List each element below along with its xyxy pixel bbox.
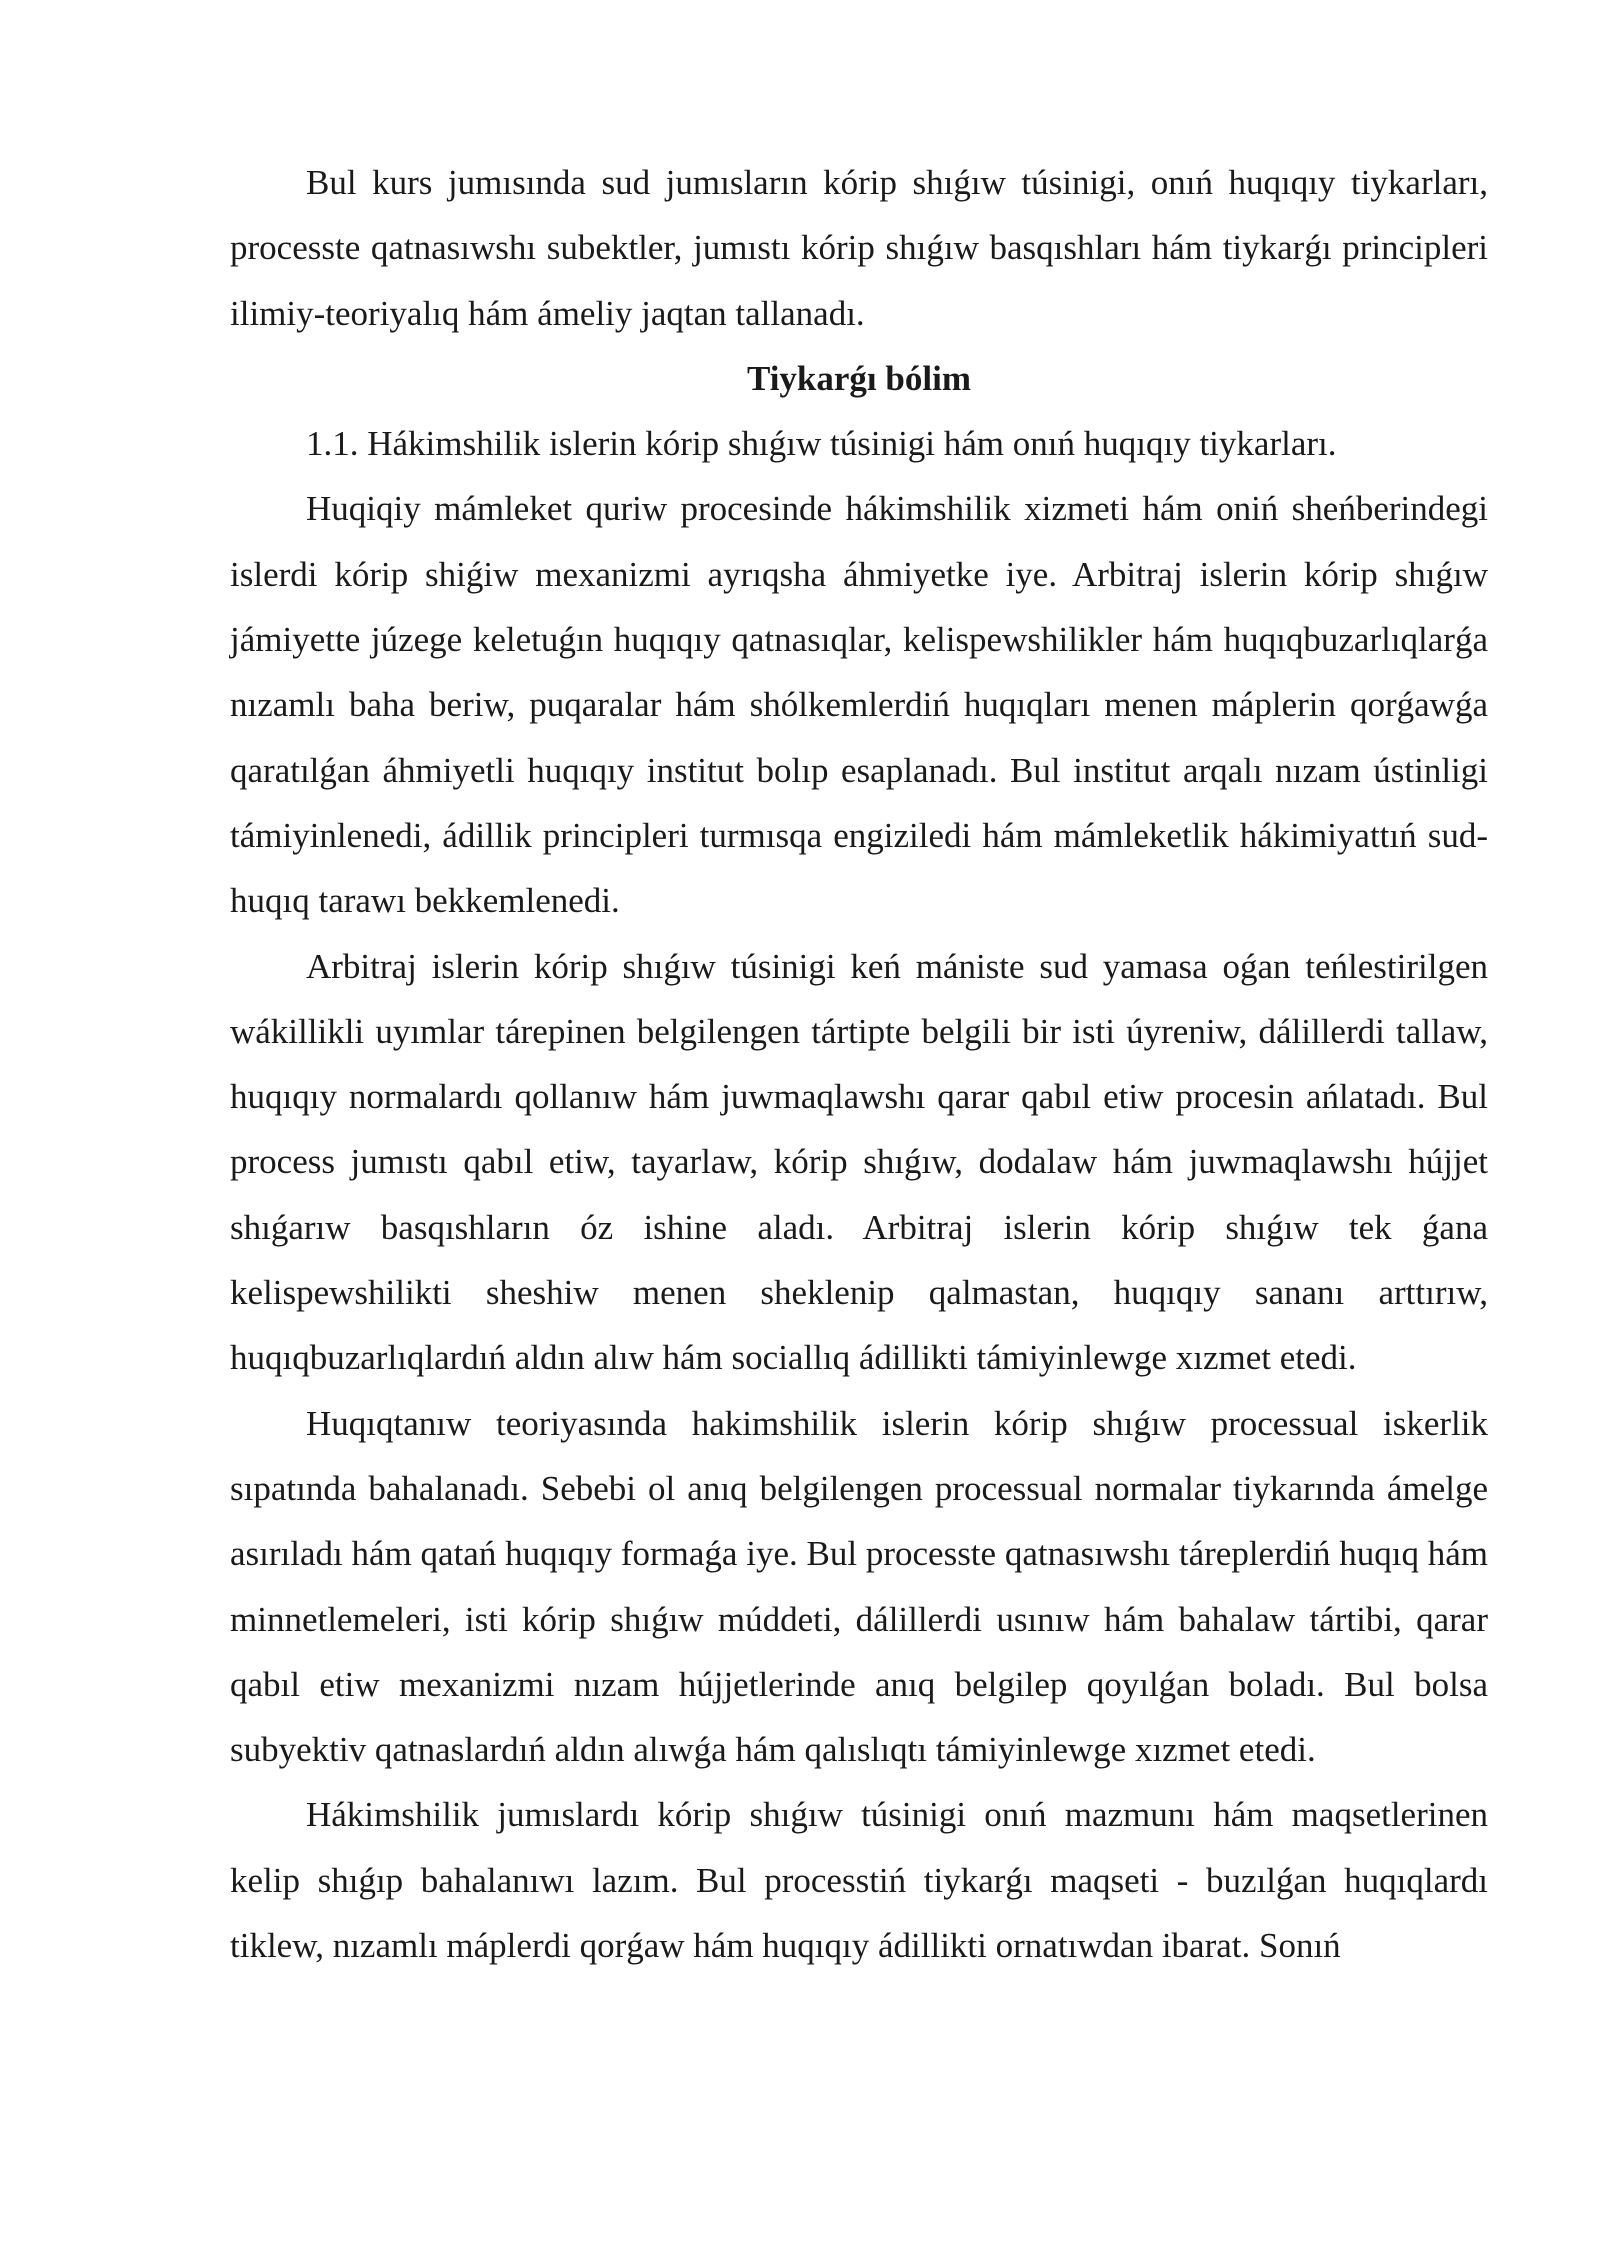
section-heading: Tiykarǵı bólim: [747, 358, 971, 398]
body-paragraph-4: Hákimshilik jumıslardı kórip shıǵıw túsinigi onıń mazmunı hám maqsetlerinen kelip shıǵıp bahalanıwı lazım. Bul processtiń tiykarǵı maqseti - buzılǵan huqıqlardı tiklew, nızamlı máplerdi qorǵaw hám huqıqıy ádillikti ornatıwdan ibarat. Sonıń: [230, 1795, 1488, 1966]
subsection-title: 1.1. Hákimshilik islerin kórip shıǵıw túsinigi hám onıń huqıqıy tiykarları.: [306, 424, 1337, 464]
body-paragraph-2: Arbitraj islerin kórip shıǵıw túsinigi keń mániste sud yamasa oǵan teńlestirilgen wákillikli uyımlar tárepinen belgilengen tártipte belgili bir isti úyreniw, dálillerdi tallaw, huqıqıy normalardı qollanıw hám juwmaqlawshı qarar qabıl etiw procesin ańlatadı. Bul process jumıstı qabıl etiw, tayarlaw, kórip shıǵıw, dodalaw hám juwmaqlawshı hújjet shıǵarıw basqıshların óz ishine aladı. Arbitraj islerin kórip shıǵıw tek ǵana kelispewshilikti sheshiw menen sheklenip qalmastan, huqıqıy sananı arttırıw, huqıqbuzarlıqlardıń aldın alıw hám sociallıq ádillikti támiyinlewge xızmet etedi.: [230, 946, 1488, 1378]
document-page: [230, 150, 1488, 1978]
intro-paragraph: Bul kurs jumısında sud jumısların kórip shıǵıw túsinigi, onıń huqıqıy tiykarları, processte qatnasıwshı subektler, jumıstı kórip shıǵıw basqıshları hám tiykarǵı principleri ilimiy-teoriyalıq hám ámeliy jaqtan tallanadı.: [230, 163, 1488, 333]
body-paragraph-3: Huqıqtanıw teoriyasında hakimshilik islerin kórip shıǵıw processual iskerlik sıpatında bahalanadı. Sebebi ol anıq belgilengen processual normalar tiykarında ámelge asırıladı hám qatań huqıqıy formaǵa iye. Bul processte qatnasıwshı táreplerdiń huqıq hám minnetlemeleri, isti kórip shıǵıw múddeti, dálillerdi usınıw hám bahalaw tártibi, qarar qabıl etiw mexanizmi nızam hújjetlerinde anıq belgilep qoyılǵan boladı. Bul bolsa subyektiv qatnaslardıń aldın alıwǵa hám qalıslıqtı támiyinlewge xızmet etedi.: [230, 1403, 1488, 1770]
body-paragraph-1: Huqiqiy mámleket quriw procesinde hákimshilik xizmeti hám oniń sheńberindegi islerdi kórip shiǵiw mexanizmi ayrıqsha áhmiyetke iye. Arbitraj islerin kórip shıǵıw jámiyette júzege keletuǵın huqıqıy qatnasıqlar, kelispewshilikler hám huqıqbuzarlıqlarǵa nızamlı baha beriw, puqaralar hám shólkemlerdiń huqıqları menen máplerin qorǵawǵa qaratılǵan áhmiyetli huqıqıy institut bolıp esaplanadı. Bul institut arqalı nızam ústinligi támiyinlenedi, ádillik principleri turmısqa engiziledi hám mámleketlik hákimiyattıń sud-huqıq tarawı bekkemlenedi.: [230, 489, 1488, 921]
